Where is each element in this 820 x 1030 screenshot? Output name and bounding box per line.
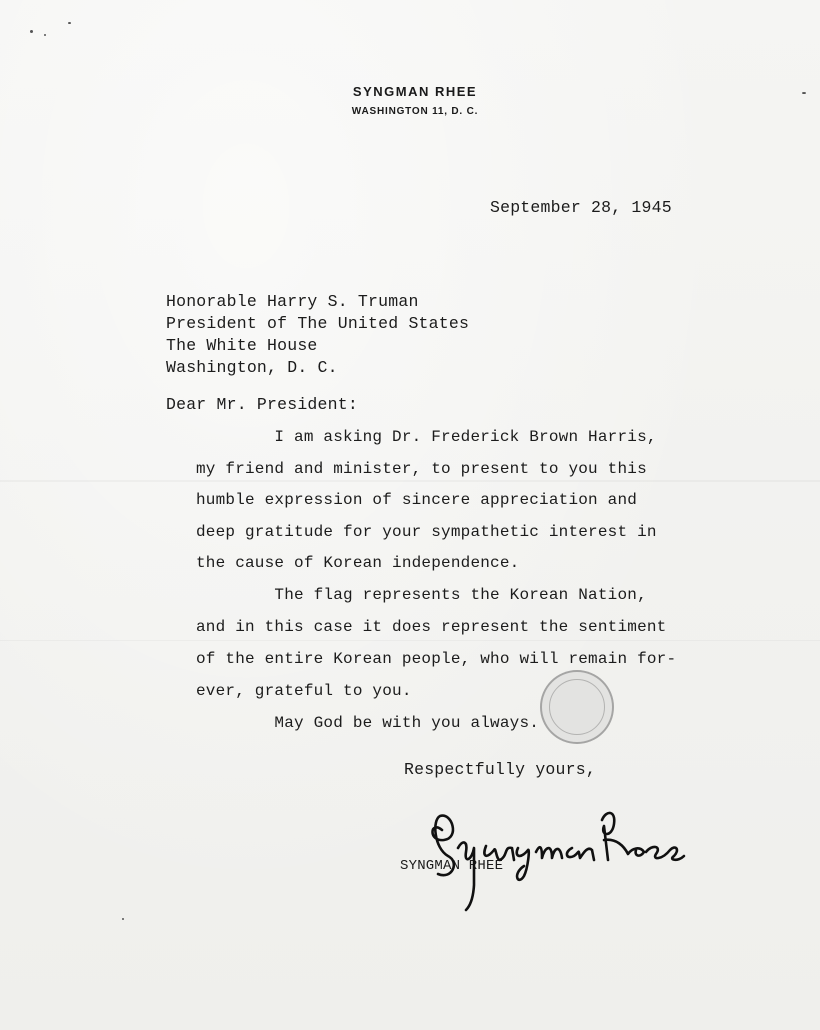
- body-line: my friend and minister, to present to you this: [196, 460, 647, 478]
- body-line: deep gratitude for your sympathetic interest in: [196, 523, 657, 541]
- paper-speck: [30, 30, 33, 33]
- paper-speck: [44, 34, 46, 36]
- body-line: the cause of Korean independence.: [196, 554, 520, 572]
- archive-stamp: [540, 670, 614, 744]
- body-line: humble expression of sincere appreciation and: [196, 491, 638, 509]
- paper-fold: [0, 640, 820, 641]
- body-line: May God be with you always.: [196, 714, 540, 732]
- body-line: I am asking Dr. Frederick Brown Harris,: [196, 428, 657, 446]
- body-line: and in this case it does represent the sentiment: [196, 618, 667, 636]
- typed-signature: SYNGMAN RHEE: [400, 858, 504, 874]
- recipient-line: The White House: [166, 336, 318, 355]
- recipient-line: Honorable Harry S. Truman: [166, 292, 419, 311]
- body-line: The flag represents the Korean Nation,: [196, 586, 647, 604]
- body-line: ever, grateful to you.: [196, 682, 412, 700]
- recipient-line: Washington, D. C.: [166, 358, 338, 377]
- salutation: Dear Mr. President:: [166, 395, 358, 414]
- body-line: of the entire Korean people, who will remain for-: [196, 650, 677, 668]
- paper-fold: [0, 480, 820, 482]
- paper-speck: [122, 918, 124, 920]
- letterhead-address: WASHINGTON 11, D. C.: [351, 106, 479, 117]
- letter-date: September 28, 1945: [490, 198, 672, 217]
- recipient-line: President of The United States: [166, 314, 470, 333]
- handwritten-signature: [400, 790, 690, 920]
- closing: Respectfully yours,: [404, 760, 596, 779]
- letterhead-name: SYNGMAN RHEE: [352, 84, 478, 99]
- paper-speck: [68, 22, 71, 24]
